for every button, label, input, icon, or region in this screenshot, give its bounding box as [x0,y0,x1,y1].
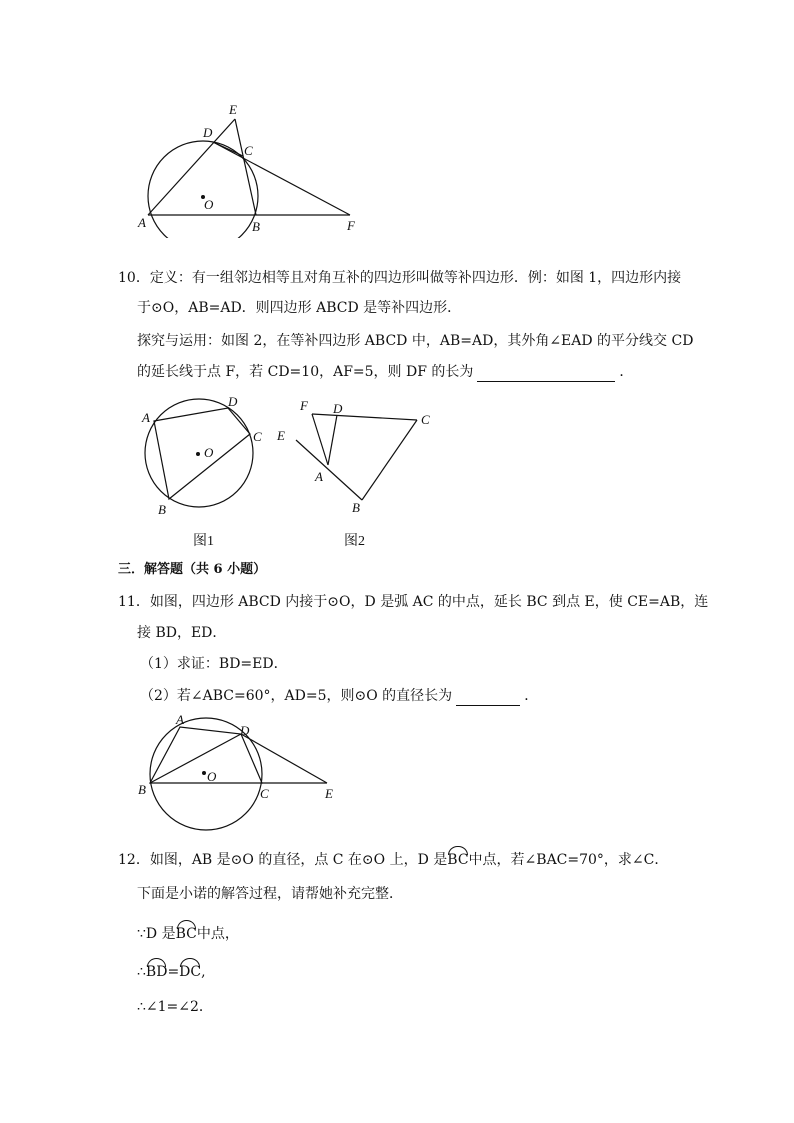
q12-arc-BC-2: BC [176,920,197,944]
q11-line-DE [241,734,327,783]
q12-line4-therefore: ∴ [137,964,146,980]
q12-line4 [137,958,206,982]
q10-fig2-label-B: B [352,500,360,515]
q12-line5: ∴∠1=∠2． [137,999,213,1015]
q12-line1 [118,846,668,870]
q9-label-B: B [252,219,260,234]
section3-title: 三．解答题（共 6 小题） [118,562,267,577]
q11-part2-text: （2）若∠ABC=60°，AD=5，则⊙O 的直径长为 [140,688,453,704]
q11-answer-blank[interactable] [456,691,520,706]
q11-label-A: A [176,712,184,727]
q11-part2 [140,686,538,706]
q10-fig2-label-E: E [277,428,285,443]
q10-line4-text: 的延长线于点 F，若 CD=10，AF=5，则 DF 的长为 [137,364,474,380]
q11-line2: 接 BD，ED． [137,625,227,641]
q11-label-B: B [138,782,146,797]
q10-line4-end: ． [619,364,634,380]
q10-fig2-label-F: F [300,398,308,413]
q10-fig1-label-C: C [253,429,262,444]
q11-label-E: E [325,786,333,801]
q10-line3: 探究与运用：如图 2，在等补四边形 ABCD 中，AB=AD，其外角∠EAD 的平分线交 CD [137,333,694,349]
q10-line1: 10．定义：有一组邻边相等且对角互补的四边形叫做等补四边形．例：如图 1，四边形内接 [118,270,682,286]
q9-label-O: O [204,197,214,212]
q9-line-DF [213,142,350,215]
q11-figure [134,710,342,836]
q10-caption-fig2: 图2 [344,534,365,549]
q9-line-DC [213,142,243,156]
q10-fig1-label-O: O [204,445,214,460]
q11-label-C: C [260,786,269,801]
q9-label-E: E [229,102,237,117]
q11-label-D: D [240,723,250,738]
q10-fig2-line-FC [312,414,417,420]
q10-figure1 [136,390,272,520]
q10-answer-blank[interactable] [477,367,615,382]
q10-fig2-label-D: D [333,401,343,416]
q12-line1-text-end: 中点，若∠BAC=70°，求∠C． [468,852,669,868]
q9-label-C: C [244,143,253,158]
q10-fig1-label-B: B [158,502,166,517]
q12-line4-end: , [201,964,206,980]
q12-line3-text: ∵D 是 [137,926,176,942]
q10-line4 [137,362,633,382]
q12-line1-text: 12．如图，AB 是⊙O 的直径，点 C 在⊙O 上，D 是 [118,852,448,868]
q10-fig2-label-A: A [315,469,323,484]
q11-part2-end: ． [524,688,539,704]
q12-line3 [137,920,239,944]
q10-fig2-line-CB [362,420,417,500]
q10-fig2-line-AD [328,415,337,465]
q9-figure [130,98,370,238]
q9-line-EB [235,119,256,215]
q10-fig1-label-A: A [142,410,150,425]
q11-part1: （1）求证：BD=ED． [140,656,288,672]
q11-line1: 11．如图，四边形 ABCD 内接于⊙O，D 是弧 AC 的中点，延长 BC 到点 E，使 CE=AB，连 [118,594,709,610]
q10-fig2-line-EB [296,440,362,500]
q12-arc-BD: BD [146,958,168,982]
q10-figure2 [272,394,442,518]
q10-fig1-quadrilateral [154,408,250,499]
q11-center-dot [202,771,206,775]
q12-arc-BC: BC [447,846,468,870]
q9-label-A: A [138,215,146,230]
q12-arc-DC: DC [179,958,201,982]
q10-fig1-center-dot [196,452,200,456]
q10-caption-fig1: 图1 [193,534,214,549]
q9-line-AE [148,119,235,215]
q12-line4-eq: = [167,964,180,980]
q12-line3-end: 中点， [196,926,239,942]
q10-fig2-label-C: C [421,412,430,427]
q10-fig1-label-D: D [228,394,238,409]
q11-label-O: O [207,769,217,784]
q9-label-F: F [347,218,355,233]
q9-label-D: D [203,125,213,140]
q10-line2: 于⊙O，AB=AD．则四边形 ABCD 是等补四边形． [137,300,462,316]
q12-line2: 下面是小诺的解答过程，请帮她补充完整． [137,886,403,902]
